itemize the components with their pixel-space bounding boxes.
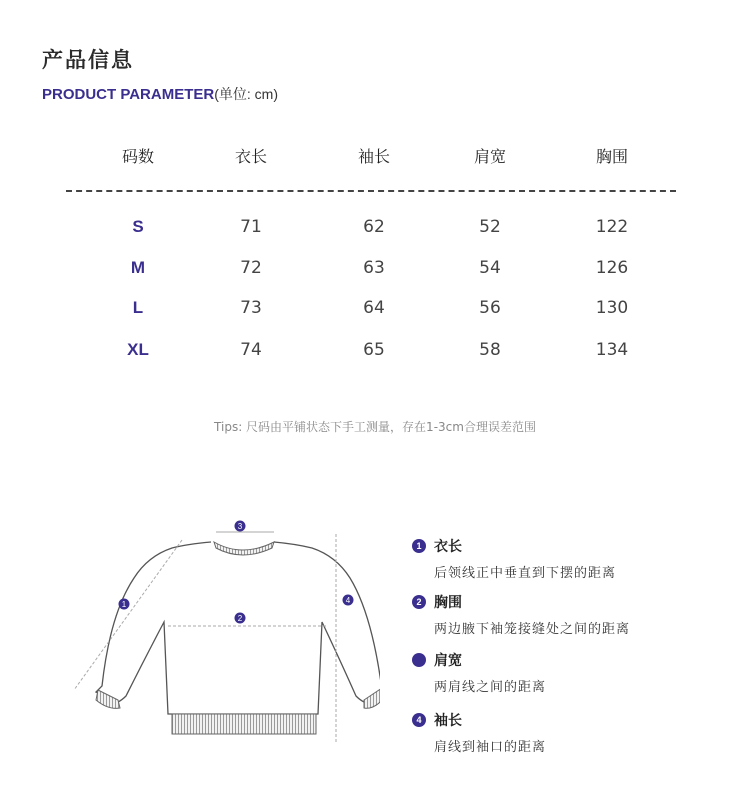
cell-length: 72: [240, 258, 262, 278]
legend-item-chest: [412, 592, 630, 637]
cell-chest: 126: [595, 258, 629, 278]
svg-text:4: 4: [345, 596, 351, 605]
cell-size: L: [132, 298, 144, 317]
cell-sleeve: 65: [363, 340, 385, 360]
cell-length: 74: [240, 340, 262, 360]
marker-2-icon: [235, 613, 246, 624]
cell-length: 73: [240, 298, 262, 318]
number-4-icon: 4: [412, 713, 426, 727]
cell-sleeve: 62: [363, 217, 385, 237]
cell-chest: 130: [595, 298, 629, 318]
legend-item-length: [412, 536, 616, 581]
marker-4-icon: [343, 595, 354, 606]
col-header-size: 码数: [121, 147, 154, 166]
legend-desc: 两边腋下袖笼接缝处之间的距离: [434, 622, 631, 637]
legend-title: 衣长: [434, 539, 462, 555]
cell-shoulder: 56: [479, 298, 501, 318]
svg-text:2: 2: [237, 614, 243, 623]
cell-chest: 122: [595, 217, 629, 237]
cell-size: M: [130, 258, 146, 277]
legend-desc: 后领线正中垂直到下摆的距离: [434, 566, 617, 581]
unit-label: (单位: cm): [214, 86, 278, 102]
cell-shoulder: 54: [479, 258, 501, 278]
col-header-shoulder: 肩宽: [473, 147, 506, 166]
marker-1-icon: [119, 599, 130, 610]
table-divider: [66, 190, 676, 192]
cell-sleeve: 64: [363, 298, 385, 318]
number-1-icon: 1: [412, 539, 426, 553]
col-header-sleeve: 袖长: [357, 147, 390, 166]
col-header-chest: 胸围: [595, 147, 628, 166]
table-row: [0, 340, 750, 364]
page-subtitle: [42, 84, 278, 104]
col-header-length: 衣长: [234, 147, 267, 166]
subtitle-en: PRODUCT PARAMETER: [42, 86, 215, 103]
legend-item-shoulder: [412, 650, 546, 695]
sweater-hem: [172, 714, 316, 734]
svg-text:3: 3: [237, 522, 243, 531]
cell-chest: 134: [595, 340, 629, 360]
table-row: [0, 298, 750, 322]
bullet-dot-icon: [412, 653, 426, 667]
tips-note: Tips: 尺码由平铺状态下手工测量，存在1-3cm合理误差范围: [214, 420, 536, 434]
legend-title: 胸围: [434, 595, 462, 611]
cell-sleeve: 63: [363, 258, 385, 278]
product-info-header: [42, 44, 278, 104]
table-header: [0, 144, 750, 168]
cell-shoulder: 52: [479, 217, 501, 237]
table-row: [0, 217, 750, 241]
cell-size: XL: [127, 340, 149, 359]
legend-desc: 肩线到袖口的距离: [434, 740, 547, 755]
marker-3-icon: [235, 521, 246, 532]
svg-text:1: 1: [121, 600, 127, 609]
page-title: 产品信息: [42, 48, 134, 72]
cell-shoulder: 58: [479, 340, 501, 360]
sweater-outline: [96, 542, 380, 714]
number-2-icon: 2: [412, 595, 426, 609]
legend-desc: 两肩线之间的距离: [434, 680, 547, 695]
legend-item-sleeve: [412, 710, 546, 755]
table-row: [0, 258, 750, 282]
legend-title: 肩宽: [434, 653, 462, 669]
legend-title: 袖长: [434, 713, 462, 729]
cell-length: 71: [240, 217, 262, 237]
sweater-diagram: [60, 510, 380, 760]
cell-size: S: [132, 217, 144, 236]
